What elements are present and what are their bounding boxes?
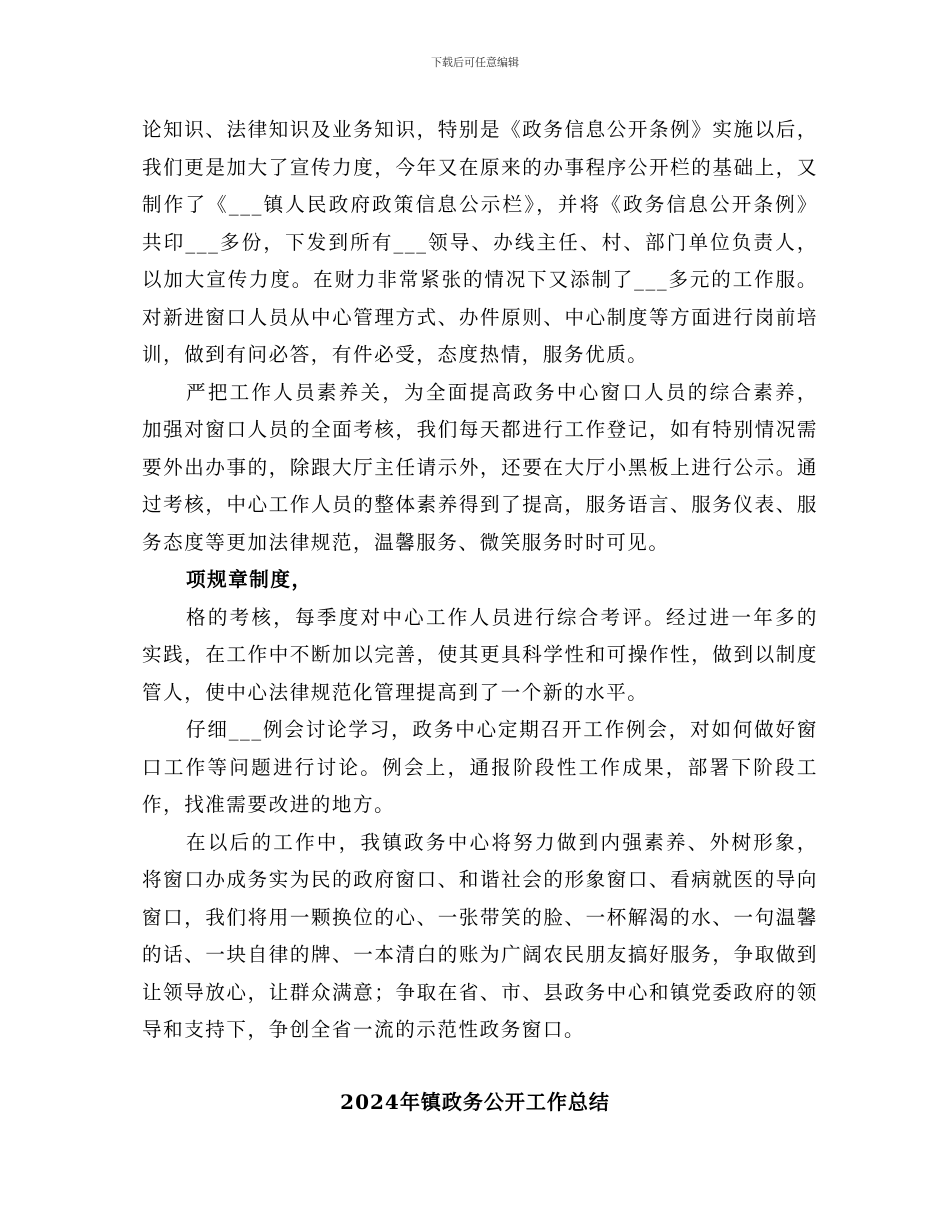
paragraph-staff-quality: 严把工作人员素养关，为全面提高政务中心窗口人员的综合素养，加强对窗口人员的全面考核，我们每天都进行工作登记，如有特别情况需要外出办事的，除跟大厅主任请示外，还要在大厅小黑板上进行公示。通过考核，中心工作人员的整体素养得到了提高，服务语言、服务仪表、服务态度等更加法律规范，温馨服务、微笑服务时时可见。 xyxy=(142,380,818,554)
page-header: 下载后可任意编辑 xyxy=(431,56,519,69)
paragraph-future-work: 在以后的工作中，我镇政务中心将努力做到内强素养、外树形象，将窗口办成务实为民的政府窗口、和谐社会的形象窗口、看病就医的导向窗口，我们将用一颗换位的心、一张带笑的脸、一杯解渴的水、一句温馨的话、一块自律的牌、一本清白的账为广阔农民朋友搞好服务，争取做到让领导放心，让群众满意；争取在省、市、县政务中心和镇党委政府的领导和支持下，争创全省一流的示范性政务窗口。 xyxy=(142,830,818,1041)
section-heading-rules: 项规章制度， xyxy=(186,568,313,591)
document-body xyxy=(142,111,818,1049)
paragraph-assessment: 格的考核，每季度对中心工作人员进行综合考评。经过进一年多的实践，在工作中不断加以完善，使其更具科学性和可操作性，做到以制度管人，使中心法律规范化管理提高到了一个新的水平。 xyxy=(142,605,818,704)
paragraph-meetings: 仔细___例会讨论学习，政务中心定期召开工作例会，对如何做好窗口工作等问题进行讨论。例会上，通报阶段性工作成果，部署下阶段工作，找准需要改进的地方。 xyxy=(142,718,818,816)
paragraph-continuation: 论知识、法律知识及业务知识，特别是《政务信息公开条例》实施以后，我们更是加大了宣传力度，今年又在原来的办事程序公开栏的基础上，又制作了《___镇人民政府政策信息公示栏》，并将《政务信息公开条例》共印___多份，下发到所有___领导、办线主任、村、部门单位负责人，以加大宣传力度。在财力非常紧张的情况下又添制了___多元的工作服。对新进窗口人员从中心管理方式、办件原则、中心制度等方面进行岗前培训，做到有问必答，有件必受，态度热情，服务优质。 xyxy=(142,118,818,366)
document-title: 2024年镇政务公开工作总结 xyxy=(340,1090,610,1114)
